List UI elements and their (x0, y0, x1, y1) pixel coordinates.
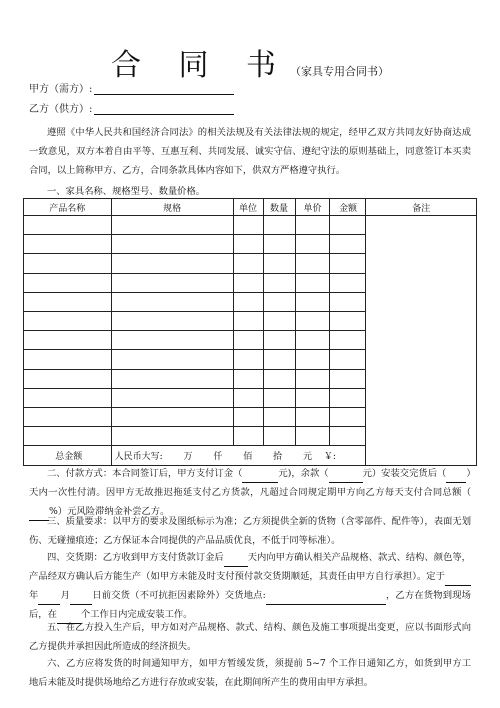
table-cell[interactable] (263, 254, 295, 273)
table-cell[interactable] (330, 427, 366, 446)
col-header-remark: 备注 (366, 199, 477, 216)
table-cell[interactable] (111, 427, 233, 446)
table-cell[interactable] (111, 235, 233, 254)
table-cell[interactable] (111, 254, 233, 273)
clause-4-text-c: 年 (29, 590, 39, 601)
intro-paragraph: 遵照《中华人民共和国经济合同法》的相关法规及有关法律法规的规定，经甲乙双方共同友好协商达成一致意见，双方本着自由平等、互惠互利、共同发展、诚实守信、遵纪守法的原则基础上，同意签订本买卖合同，以上简称甲方、乙方，合同条款具体内容如下，供双方严格遵守执行。 (29, 127, 471, 176)
table-cell[interactable] (24, 331, 112, 350)
clause-4-text-g: 个工作日内完成安装工作。 (80, 609, 193, 620)
clause-4-text-b: 天内向甲方确认相关产品规格、款式、结构、颜色等，产品经双方确认后方能生产（如甲方未能及时支付预付款交货期顺延，其责任由甲方自行承担）。定于 (29, 552, 471, 582)
table-cell[interactable] (330, 369, 366, 388)
table-cell[interactable] (24, 254, 112, 273)
col-header-unit: 单位 (233, 199, 263, 216)
col-header-qty: 数量 (263, 199, 295, 216)
clause-4 (29, 548, 471, 624)
delivery-day-field[interactable] (70, 594, 92, 605)
remark-cell[interactable] (366, 216, 477, 466)
party-a-field[interactable] (94, 83, 234, 95)
balance-field[interactable] (329, 472, 363, 483)
table-cell[interactable] (263, 427, 295, 446)
delivery-location-field[interactable] (266, 594, 386, 605)
clause-2-text-c: 元）安装交完货后（ (362, 468, 447, 479)
table-cell[interactable] (295, 369, 330, 388)
party-a-row (29, 80, 234, 95)
table-cell[interactable] (233, 331, 263, 350)
table-cell[interactable] (330, 273, 366, 292)
table-cell[interactable] (295, 427, 330, 446)
party-a-label: 甲方（需方）: (29, 84, 93, 95)
table-cell[interactable] (263, 407, 295, 426)
table-cell[interactable] (233, 407, 263, 426)
table-cell[interactable] (295, 350, 330, 369)
table-cell[interactable] (24, 407, 112, 426)
table-cell[interactable] (295, 292, 330, 311)
table-cell[interactable] (111, 311, 233, 330)
table-cell[interactable] (233, 273, 263, 292)
table-cell[interactable] (111, 273, 233, 292)
col-header-amount: 金额 (330, 199, 366, 216)
clause-2-text-d: ）天内一次性付清。因甲方无故推迟拖延支付乙方货款，凡超过合同规定期甲方向乙方每天支付合同总额（ (29, 468, 471, 498)
table-cell[interactable] (233, 235, 263, 254)
table-cell[interactable] (330, 292, 366, 311)
clause-3: 三、质量要求：以甲方的要求及图纸标示为准；乙方须提供全新的货物（含零部件、配件等），表面无划伤、无碰撞痕迹；乙方保证本合同提供的产品品质优良，不低于同等标准）。 (29, 516, 471, 546)
table-cell[interactable] (330, 311, 366, 330)
table-cell[interactable] (24, 350, 112, 369)
delivery-year-field[interactable] (445, 575, 471, 586)
table-cell[interactable] (233, 350, 263, 369)
clause-2-text-a: 二、付款方式：本合同签订后，甲方支付订金（ (47, 468, 243, 479)
page-title: 合 同 书 (110, 48, 291, 83)
table-cell[interactable] (24, 292, 112, 311)
clause-4-text-f: ，乙方在货物到现场后，在 (29, 590, 471, 620)
table-cell[interactable] (330, 331, 366, 350)
table-cell[interactable] (295, 273, 330, 292)
table-cell[interactable] (24, 273, 112, 292)
table-cell[interactable] (24, 388, 112, 407)
clause-4-text-e: 日前交货（不可抗拒因素除外）交货地点: (92, 590, 266, 601)
party-b-label: 乙方（供方）: (29, 104, 93, 115)
table-cell[interactable] (263, 235, 295, 254)
clause-2-text-b: 元)，余款（ (278, 468, 329, 479)
table-cell[interactable] (330, 407, 366, 426)
table-cell[interactable] (295, 407, 330, 426)
table-cell[interactable] (295, 216, 330, 235)
table-cell[interactable] (233, 254, 263, 273)
page-subtitle: （家具专用合同书） (290, 65, 390, 78)
table-header-row (24, 199, 477, 216)
table-cell[interactable] (295, 254, 330, 273)
table-cell[interactable] (263, 350, 295, 369)
table-row (24, 216, 477, 235)
table-cell[interactable] (330, 216, 366, 235)
table-cell[interactable] (111, 407, 233, 426)
table-cell[interactable] (263, 369, 295, 388)
party-b-field[interactable] (94, 103, 234, 115)
confirm-days-field[interactable] (224, 556, 248, 567)
table-cell[interactable] (295, 235, 330, 254)
table-cell[interactable] (24, 216, 112, 235)
total-label: 总金额 (24, 446, 112, 466)
table-cell[interactable] (233, 216, 263, 235)
table-cell[interactable] (295, 388, 330, 407)
table-cell[interactable] (111, 331, 233, 350)
table-cell[interactable] (263, 331, 295, 350)
table-cell[interactable] (263, 388, 295, 407)
table-cell[interactable] (111, 369, 233, 388)
clause-4-text-a: 四、交货期：乙方收到甲方支付货款订金后 (47, 552, 224, 563)
table-cell[interactable] (24, 311, 112, 330)
clause-2-text-e: %）元风险滞纳金补尝乙方。 (49, 506, 170, 517)
table-cell[interactable] (330, 388, 366, 407)
table-cell[interactable] (330, 235, 366, 254)
goods-table (23, 198, 477, 466)
table-cell[interactable] (111, 292, 233, 311)
table-cell[interactable] (263, 273, 295, 292)
payment-days-field[interactable] (446, 472, 466, 483)
table-cell[interactable] (233, 292, 263, 311)
table-cell[interactable] (233, 369, 263, 388)
col-header-price: 单价 (295, 199, 330, 216)
clause-5: 五、在乙方投入生产后，甲方如对产品规格、款式、结构、颜色及施工事项提出变更，应以书面形式向乙方提供并承担因此所造成的经济损失。 (29, 622, 471, 652)
total-amount-words[interactable]: 人民币大写: 万 仟 佰 拾 元 ￥: (111, 446, 366, 466)
table-cell[interactable] (263, 311, 295, 330)
col-header-name: 产品名称 (24, 199, 112, 216)
table-cell[interactable] (233, 388, 263, 407)
table-cell[interactable] (111, 216, 233, 235)
clause-4-text-d: 月 (60, 590, 71, 601)
table-cell[interactable] (263, 216, 295, 235)
table-cell[interactable] (295, 331, 330, 350)
table-cell[interactable] (24, 369, 112, 388)
table-cell[interactable] (263, 292, 295, 311)
table-cell[interactable] (330, 254, 366, 273)
party-b-row (29, 100, 234, 115)
table-cell[interactable] (111, 350, 233, 369)
table-cell[interactable] (24, 235, 112, 254)
section-1-title: 一、家具名称、规格型号、数量价格。 (47, 186, 206, 197)
clause-6: 六、乙方应将发货的时间通知甲方，如甲方暂缓发货，须提前 5~7 个工作日通知乙方，如货到甲方工地后未能及时提供场地给乙方进行存放或安装，在此期间所产生的费用由甲方承担。 (29, 658, 471, 688)
table-cell[interactable] (295, 311, 330, 330)
col-header-spec: 规格 (111, 199, 233, 216)
contract-header (0, 40, 500, 84)
delivery-month-field[interactable] (38, 594, 60, 605)
table-cell[interactable] (233, 427, 263, 446)
table-cell[interactable] (24, 427, 112, 446)
table-cell[interactable] (330, 350, 366, 369)
table-cell[interactable] (233, 311, 263, 330)
deposit-field[interactable] (242, 472, 278, 483)
table-cell[interactable] (111, 388, 233, 407)
